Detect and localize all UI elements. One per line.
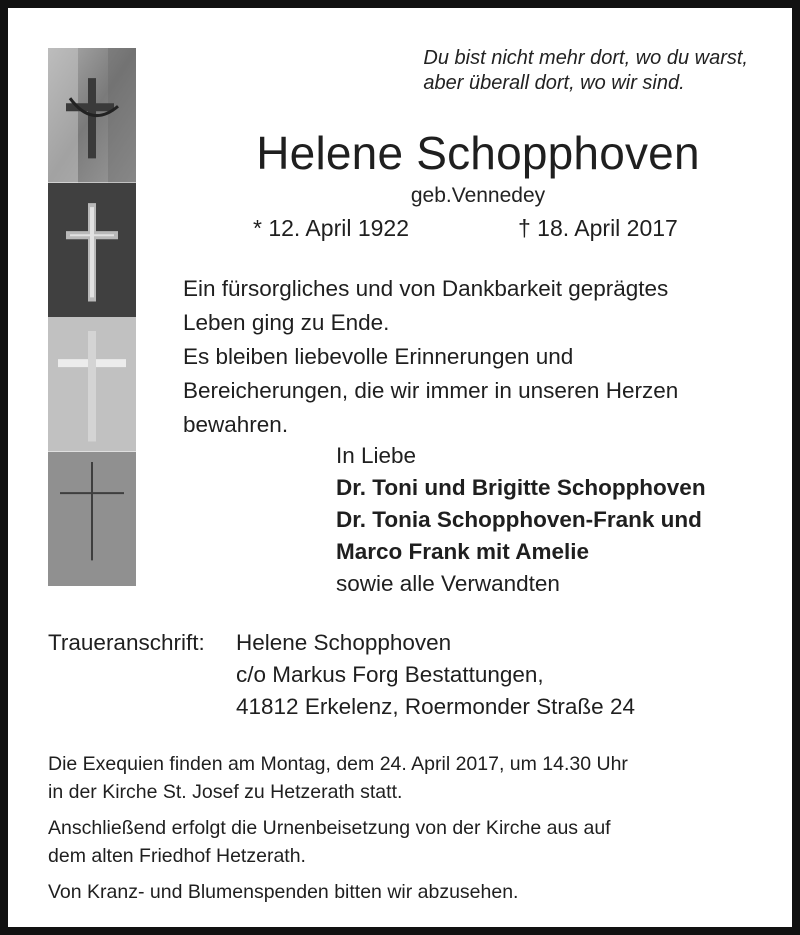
funeral-info bbox=[48, 750, 778, 914]
maiden-name: geb.Vennedey bbox=[410, 184, 546, 207]
cross-photo-3 bbox=[48, 317, 136, 452]
cross-photo-strip bbox=[48, 48, 136, 586]
message-line: Leben ging zu Ende. bbox=[183, 310, 390, 335]
cross-photo-4 bbox=[48, 452, 136, 587]
family-member: Dr. Tonia Schopphoven-Frank und bbox=[336, 507, 702, 532]
address-label: Traueranschrift: bbox=[48, 630, 205, 655]
exequien-paragraph bbox=[48, 750, 778, 806]
birth-date: * 12. April 1922 bbox=[253, 215, 410, 241]
address-line: c/o Markus Forg Bestattungen, bbox=[236, 662, 544, 687]
info-line: in der Kirche St. Josef zu Hetzerath statt. bbox=[48, 781, 403, 803]
quote-line: aber überall dort, wo wir sind. bbox=[423, 72, 685, 94]
flowers-paragraph bbox=[48, 878, 778, 906]
quote-line: Du bist nicht mehr dort, wo du warst, bbox=[423, 47, 748, 69]
signature-intro: In Liebe bbox=[336, 443, 417, 468]
memorial-quote bbox=[423, 46, 748, 96]
message-line: Ein fürsorgliches und von Dankbarkeit geprägtes bbox=[183, 276, 669, 301]
address-line: 41812 Erkelenz, Roermonder Straße 24 bbox=[236, 694, 635, 719]
address-lines bbox=[236, 627, 635, 723]
message-line: bewahren. bbox=[183, 412, 289, 437]
family-member: Marco Frank mit Amelie bbox=[336, 539, 589, 564]
info-line: Anschließend erfolgt die Urnenbeisetzung von der Kirche aus auf bbox=[48, 817, 611, 839]
cross-photo-2 bbox=[48, 183, 136, 318]
death-date: † 18. April 2017 bbox=[518, 215, 678, 241]
message-line: Bereicherungen, die wir immer in unseren Herzen bbox=[183, 378, 679, 403]
burial-paragraph bbox=[48, 814, 778, 870]
info-line: dem alten Friedhof Hetzerath. bbox=[48, 845, 306, 867]
family-member: Dr. Toni und Brigitte Schopphoven bbox=[336, 475, 706, 500]
address-line: Helene Schopphoven bbox=[236, 630, 452, 655]
info-line: Die Exequien finden am Montag, dem 24. April 2017, um 14.30 Uhr bbox=[48, 753, 628, 775]
family-signature bbox=[336, 440, 706, 600]
relatives-line: sowie alle Verwandten bbox=[336, 571, 560, 596]
deceased-name: Helene Schopphoven bbox=[256, 127, 700, 179]
info-line: Von Kranz- und Blumenspenden bitten wir abzusehen. bbox=[48, 881, 519, 903]
message-line: Es bleiben liebevolle Erinnerungen und bbox=[183, 344, 574, 369]
cross-photo-1 bbox=[48, 48, 136, 183]
memorial-message bbox=[183, 272, 783, 442]
